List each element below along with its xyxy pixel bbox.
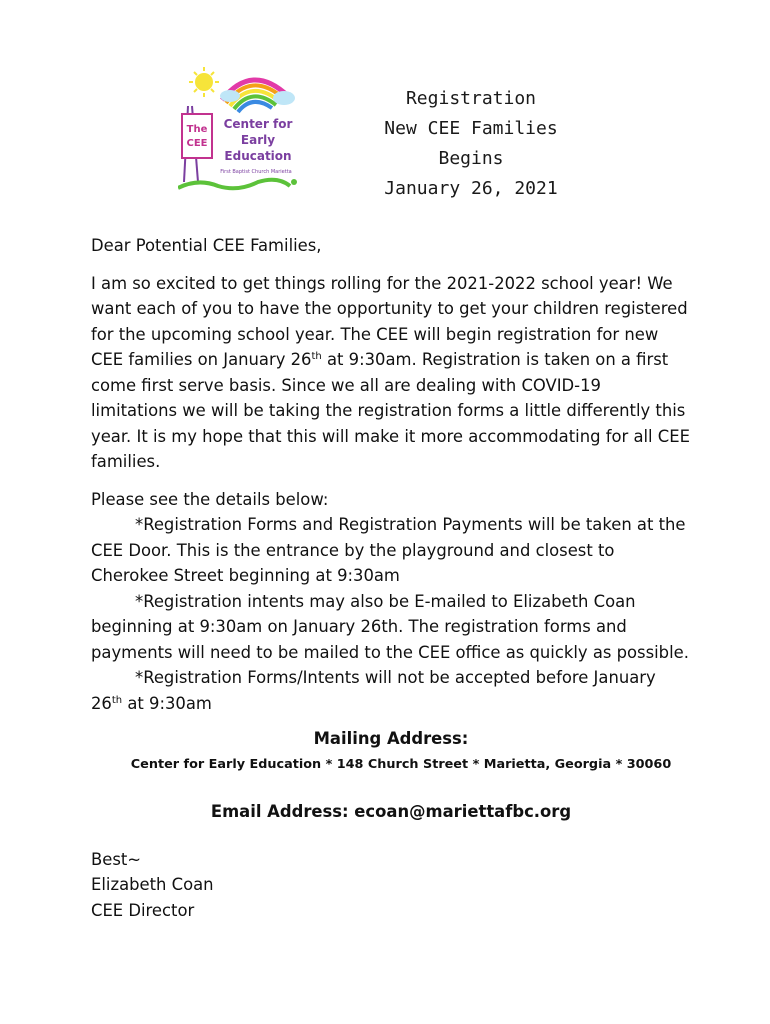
detail-item-2-text: *Registration intents may also be E-mailed to Elizabeth Coan beginning at 9:30am on January 26th. The registration forms and payments will need to be mailed to the CEE office as quickly as possible. xyxy=(91,591,689,662)
letter-body xyxy=(91,233,691,923)
logo-name-line3: Education xyxy=(224,149,292,163)
intro-text-2: at 9:30am. Registration is taken on a first come first serve basis. Since we all are dealing with COVID-19 limitations we will be taking the registration forms a little differently this year. It is my hope that this will make it more accommodating for all CEE families. xyxy=(91,350,690,471)
detail-item-1-text: *Registration Forms and Registration Payments will be taken at the CEE Door. This is the entrance by the playground and closest to Cherokee Street beginning at 9:30am xyxy=(91,515,686,585)
detail-item-3 xyxy=(91,665,691,716)
cee-logo xyxy=(178,66,302,192)
logo-the-text: The xyxy=(186,124,208,135)
intro-text-1: I am so excited to get things rolling for the 2021-2022 school year! We want each of you to have the opportunity to get your children registered for the upcoming school year. The CEE will begin registration for new CEE families on January 26 xyxy=(91,273,688,369)
heading-line-2: New CEE Families xyxy=(384,118,558,139)
intro-sup: th xyxy=(311,351,322,362)
detail-item-3-sup: th xyxy=(111,694,123,706)
closing: Best~ xyxy=(91,849,142,869)
signer-title: CEE Director xyxy=(91,900,195,920)
signer-name: Elizabeth Coan xyxy=(91,875,214,894)
heading-line-1: Registration xyxy=(405,88,537,109)
detail-item-3-text-end: at 9:30am xyxy=(122,693,212,713)
heading-line-3: Begins xyxy=(438,148,504,169)
logo-cee-text: CEE xyxy=(186,138,208,149)
logo-subtitle: First Baptist Church Marietta xyxy=(220,169,292,175)
details-intro: Please see the details below: xyxy=(91,489,329,509)
intro-paragraph xyxy=(91,271,691,475)
salutation: Dear Potential CEE Families, xyxy=(91,236,322,255)
detail-item-2 xyxy=(91,589,691,666)
mailing-address: Center for Early Education * 148 Church Street * Marietta, Georgia * 30060 xyxy=(130,756,672,772)
logo-name-line1: Center for xyxy=(223,117,293,131)
detail-item-1 xyxy=(91,512,691,589)
announcement-heading xyxy=(356,84,586,204)
heading-line-4: January 26, 2021 xyxy=(384,178,558,199)
cee-logo-graphic xyxy=(178,66,302,192)
logo-name-line2: Early xyxy=(240,133,276,147)
detail-item-3-text: *Registration Forms/Intents will not be accepted before January 26 xyxy=(91,668,656,713)
mailing-address-heading: Mailing Address: xyxy=(313,729,469,748)
email-address: Email Address: ecoan@mariettafbc.org xyxy=(210,802,572,821)
